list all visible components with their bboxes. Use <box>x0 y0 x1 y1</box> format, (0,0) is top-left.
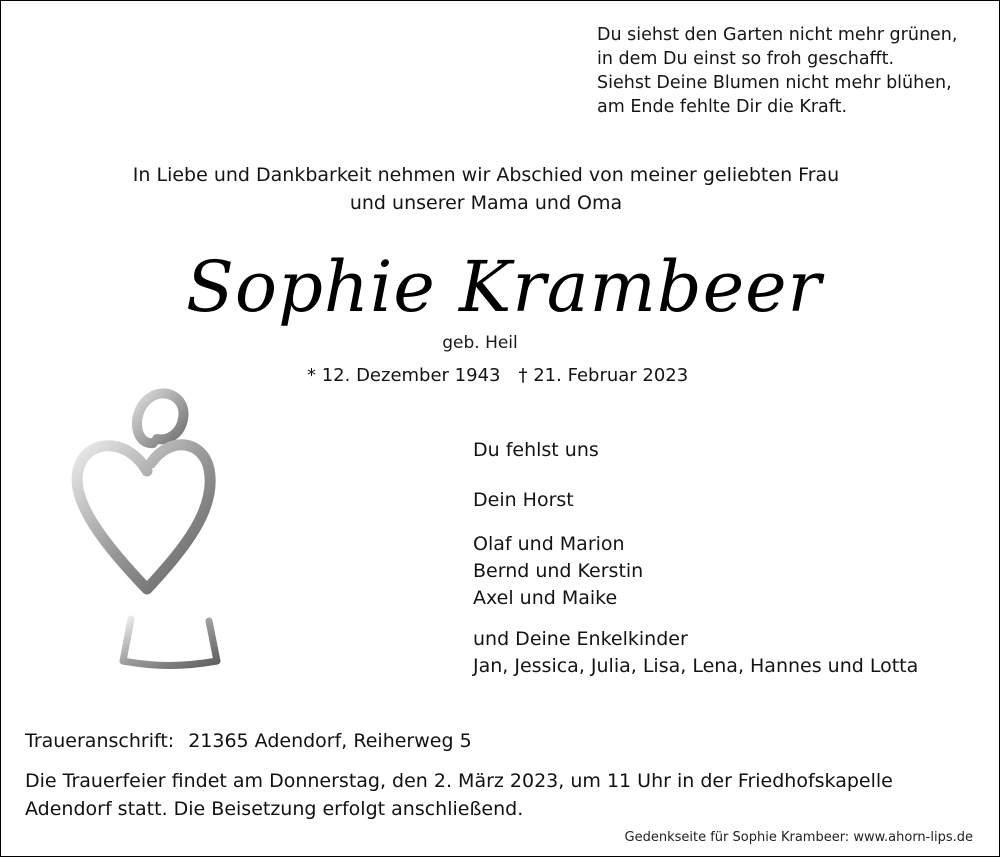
intro-line-2: und unserer Mama und Oma <box>349 192 623 214</box>
life-dates <box>307 363 727 389</box>
address-value: 21365 Adendorf, Reiherweg 5 <box>188 730 472 752</box>
poem-line: am Ende fehlte Dir die Kraft. <box>597 97 848 117</box>
poem <box>597 23 987 119</box>
deceased-name: Sophie Krambeer <box>185 246 823 328</box>
birth-name: geb. Heil <box>442 333 518 353</box>
intro-line-1: In Liebe und Dankbarkeit nehmen wir Abschied von meiner geliebten Frau <box>132 164 840 186</box>
farewell-intro <box>1 161 971 217</box>
grandchildren-names: Jan, Jessica, Julia, Lisa, Lena, Hannes und Lotta <box>473 655 919 677</box>
poem-line: Du siehst den Garten nicht mehr grünen, <box>597 25 958 45</box>
mourning-address <box>25 727 725 755</box>
ceremony-line-1: Die Trauerfeier findet am Donnerstag, den 2. März 2023, um 11 Uhr in der Friedhofskapelle <box>25 770 893 792</box>
child-couple: Bernd und Kerstin <box>473 560 644 582</box>
poem-line: in dem Du einst so froh geschafft. <box>597 49 895 69</box>
child-couple: Olaf und Marion <box>473 533 625 555</box>
family-greeting: Du fehlst uns <box>473 439 599 461</box>
ceremony-line-2: Adendorf statt. Die Beisetzung erfolgt anschließend. <box>25 798 524 820</box>
angel-heart-icon <box>59 379 229 679</box>
poem-line: Siehst Deine Blumen nicht mehr blühen, <box>597 73 952 93</box>
ceremony-info <box>25 767 985 823</box>
grandchildren-intro: und Deine Enkelkinder <box>473 628 688 650</box>
memorial-page-link[interactable]: Gedenkseite für Sophie Krambeer: www.ahorn-lips.de <box>624 830 973 845</box>
address-label: Traueranschrift: <box>25 730 175 752</box>
child-couple: Axel und Maike <box>473 587 618 609</box>
angel-wings <box>77 445 210 589</box>
family-signatures <box>473 437 993 680</box>
birth-date: * 12. Dezember 1943 <box>307 365 501 386</box>
angel-robe <box>123 619 217 666</box>
spouse-name: Dein Horst <box>473 489 574 511</box>
angel-head <box>137 393 184 443</box>
death-date: † 21. Februar 2023 <box>518 365 689 386</box>
